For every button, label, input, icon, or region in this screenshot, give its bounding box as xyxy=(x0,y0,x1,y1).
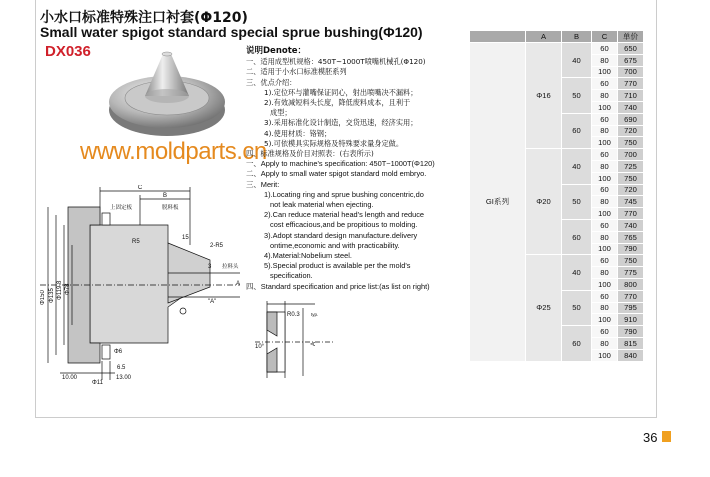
description-line: 4).Material:Nobelium steel. xyxy=(264,251,352,261)
b-cell: 40 xyxy=(562,149,592,184)
price-cell: 770 xyxy=(618,290,644,302)
label-c: C xyxy=(137,185,143,191)
price-cell: 840 xyxy=(618,349,644,361)
label-2r5: 2-R5 xyxy=(210,243,224,249)
page-marker xyxy=(662,431,671,442)
price-cell: 750 xyxy=(618,172,644,184)
price-cell: 725 xyxy=(618,160,644,172)
technical-drawing xyxy=(40,185,255,385)
label-10: 10.00 xyxy=(62,375,78,381)
label-upper-plate: 上固定板 xyxy=(110,205,133,211)
b-cell: 60 xyxy=(562,326,592,361)
description-line: 4).使用材质：铬钢； xyxy=(264,128,332,138)
b-cell: 50 xyxy=(562,184,592,219)
description-line: 1).Locating ring and sprue bushing concentric,do xyxy=(264,189,424,199)
description-line: not leak material when ejecting. xyxy=(270,200,374,210)
c-cell: 60 xyxy=(592,326,618,338)
price-cell: 910 xyxy=(618,314,644,326)
price-cell: 790 xyxy=(618,243,644,255)
label-small-a: A xyxy=(311,341,317,346)
price-table xyxy=(469,30,644,362)
c-cell: 100 xyxy=(592,172,618,184)
label-b: B xyxy=(162,193,168,199)
label-a-quote: "A" xyxy=(208,299,217,305)
description-line: 成型； xyxy=(270,108,292,118)
label-d119: Φ119.8 xyxy=(57,280,63,300)
description-line: 3).采用标准化设计制造，交货迅速，经济实用； xyxy=(264,118,418,128)
label-d11: Φ11 xyxy=(92,380,104,385)
description-block xyxy=(246,46,468,292)
price-cell: 650 xyxy=(618,43,644,55)
c-cell: 80 xyxy=(592,231,618,243)
watermark: www.moldparts.cn xyxy=(80,138,267,165)
label-d78: Φ78 xyxy=(65,283,71,295)
description-line: 3).Adopt standard design manufacture.delivery xyxy=(264,230,418,240)
header-b: B xyxy=(562,31,592,43)
description-line: 三、Merit: xyxy=(246,179,280,189)
c-cell: 80 xyxy=(592,125,618,137)
price-cell: 790 xyxy=(618,326,644,338)
c-cell: 100 xyxy=(592,101,618,113)
c-cell: 80 xyxy=(592,90,618,102)
description-line: 2).Can reduce material head's length and reduce xyxy=(264,210,424,220)
description-line: 一、适用成型机规格：450T~1000T喷嘴机械孔(Φ120) xyxy=(246,57,426,67)
label-r03: R0.3 xyxy=(287,312,300,318)
description-line: ontime,economic and with practicability. xyxy=(270,240,400,250)
description-line: 三、优点介绍： xyxy=(246,77,297,87)
b-cell: 60 xyxy=(562,113,592,148)
description-line: cost efficacious,and be propitious to molding. xyxy=(270,220,418,230)
label-r5: R5 xyxy=(132,239,140,245)
title-english: Small water spigot standard special sprue bushing(Φ120) xyxy=(40,24,423,40)
label-a: A xyxy=(236,281,241,287)
header-price: 单价 xyxy=(618,31,644,43)
series-cell: GI系列 xyxy=(470,43,526,362)
product-code: DX036 xyxy=(45,43,91,60)
label-typ: typ. xyxy=(311,312,319,317)
description-line: 一、Apply to machine's specification: 450T~1000T(Φ120) xyxy=(246,159,435,169)
header-c: C xyxy=(592,31,618,43)
page-number: 36 xyxy=(643,430,658,445)
label-3: 3 xyxy=(208,264,212,270)
description-line: 四、标准规格及价目对照表：(右表所示) xyxy=(246,149,374,159)
c-cell: 100 xyxy=(592,243,618,255)
price-cell: 700 xyxy=(618,149,644,161)
label-d135: Φ135 xyxy=(49,288,55,303)
price-cell: 675 xyxy=(618,54,644,66)
c-cell: 60 xyxy=(592,43,618,55)
description-lines xyxy=(246,57,468,292)
a-cell: Φ25 xyxy=(526,255,562,361)
c-cell: 80 xyxy=(592,337,618,349)
price-cell: 815 xyxy=(618,337,644,349)
price-cell: 770 xyxy=(618,78,644,90)
price-cell: 740 xyxy=(618,101,644,113)
c-cell: 80 xyxy=(592,196,618,208)
a-cell: Φ20 xyxy=(526,149,562,255)
label-pull-head: 拉料头 xyxy=(222,264,239,270)
b-cell: 50 xyxy=(562,78,592,113)
description-line: 二、适用于小水口标准模胚系列 xyxy=(246,67,347,77)
c-cell: 100 xyxy=(592,137,618,149)
c-cell: 60 xyxy=(592,149,618,161)
price-cell: 710 xyxy=(618,90,644,102)
label-15: 15 xyxy=(182,235,189,241)
price-cell: 765 xyxy=(618,231,644,243)
description-heading: 说明Denote： xyxy=(246,46,307,56)
price-cell: 690 xyxy=(618,113,644,125)
price-cell: 770 xyxy=(618,208,644,220)
c-cell: 60 xyxy=(592,255,618,267)
price-cell: 795 xyxy=(618,302,644,314)
price-cell: 745 xyxy=(618,196,644,208)
c-cell: 80 xyxy=(592,302,618,314)
c-cell: 80 xyxy=(592,160,618,172)
description-line: 5).可依模具实际规格及特殊要求量身定做。 xyxy=(264,138,404,148)
table-body xyxy=(470,43,644,362)
a-cell: Φ16 xyxy=(526,43,562,149)
table-header-row xyxy=(470,31,644,43)
header-blank xyxy=(470,31,526,43)
label-d6: Φ6 xyxy=(114,349,123,355)
c-cell: 60 xyxy=(592,184,618,196)
table-row xyxy=(470,43,644,55)
c-cell: 100 xyxy=(592,314,618,326)
header-a: A xyxy=(526,31,562,43)
description-line: 1).定位环与灌嘴保证同心，射出喷嘴决不漏料； xyxy=(264,87,418,97)
c-cell: 100 xyxy=(592,349,618,361)
description-line: 四、Standard specification and price list:(as list on right) xyxy=(246,281,430,291)
label-13: 13.00 xyxy=(116,375,132,381)
detail-a-drawing xyxy=(255,300,335,382)
c-cell: 60 xyxy=(592,219,618,231)
c-cell: 80 xyxy=(592,267,618,279)
product-photo xyxy=(105,40,235,140)
price-cell: 775 xyxy=(618,267,644,279)
price-cell: 800 xyxy=(618,278,644,290)
c-cell: 100 xyxy=(592,278,618,290)
label-10deg: 10° xyxy=(255,344,265,350)
description-line: 二、Apply to small water spigot standard mold embryo. xyxy=(246,169,427,179)
price-cell: 720 xyxy=(618,184,644,196)
b-cell: 50 xyxy=(562,290,592,325)
b-cell: 40 xyxy=(562,43,592,78)
price-cell: 740 xyxy=(618,219,644,231)
price-cell: 700 xyxy=(618,66,644,78)
c-cell: 100 xyxy=(592,208,618,220)
b-cell: 40 xyxy=(562,255,592,290)
description-line: 5).Special product is available per the mold's xyxy=(264,261,411,271)
c-cell: 100 xyxy=(592,66,618,78)
price-cell: 750 xyxy=(618,137,644,149)
b-cell: 60 xyxy=(562,219,592,254)
c-cell: 60 xyxy=(592,78,618,90)
label-runner-plate: 脱料板 xyxy=(162,205,179,211)
c-cell: 80 xyxy=(592,54,618,66)
label-65: 6.5 xyxy=(117,365,126,371)
c-cell: 60 xyxy=(592,113,618,125)
description-line: 2).有效减短料头长度，降低废料成本，且利于 xyxy=(264,98,411,108)
price-cell: 750 xyxy=(618,255,644,267)
label-d150: Φ150 xyxy=(40,290,46,305)
description-line: specification. xyxy=(270,271,313,281)
title-chinese: 小水口标准特殊注口衬套(Φ120) xyxy=(40,10,248,26)
c-cell: 60 xyxy=(592,290,618,302)
price-cell: 720 xyxy=(618,125,644,137)
